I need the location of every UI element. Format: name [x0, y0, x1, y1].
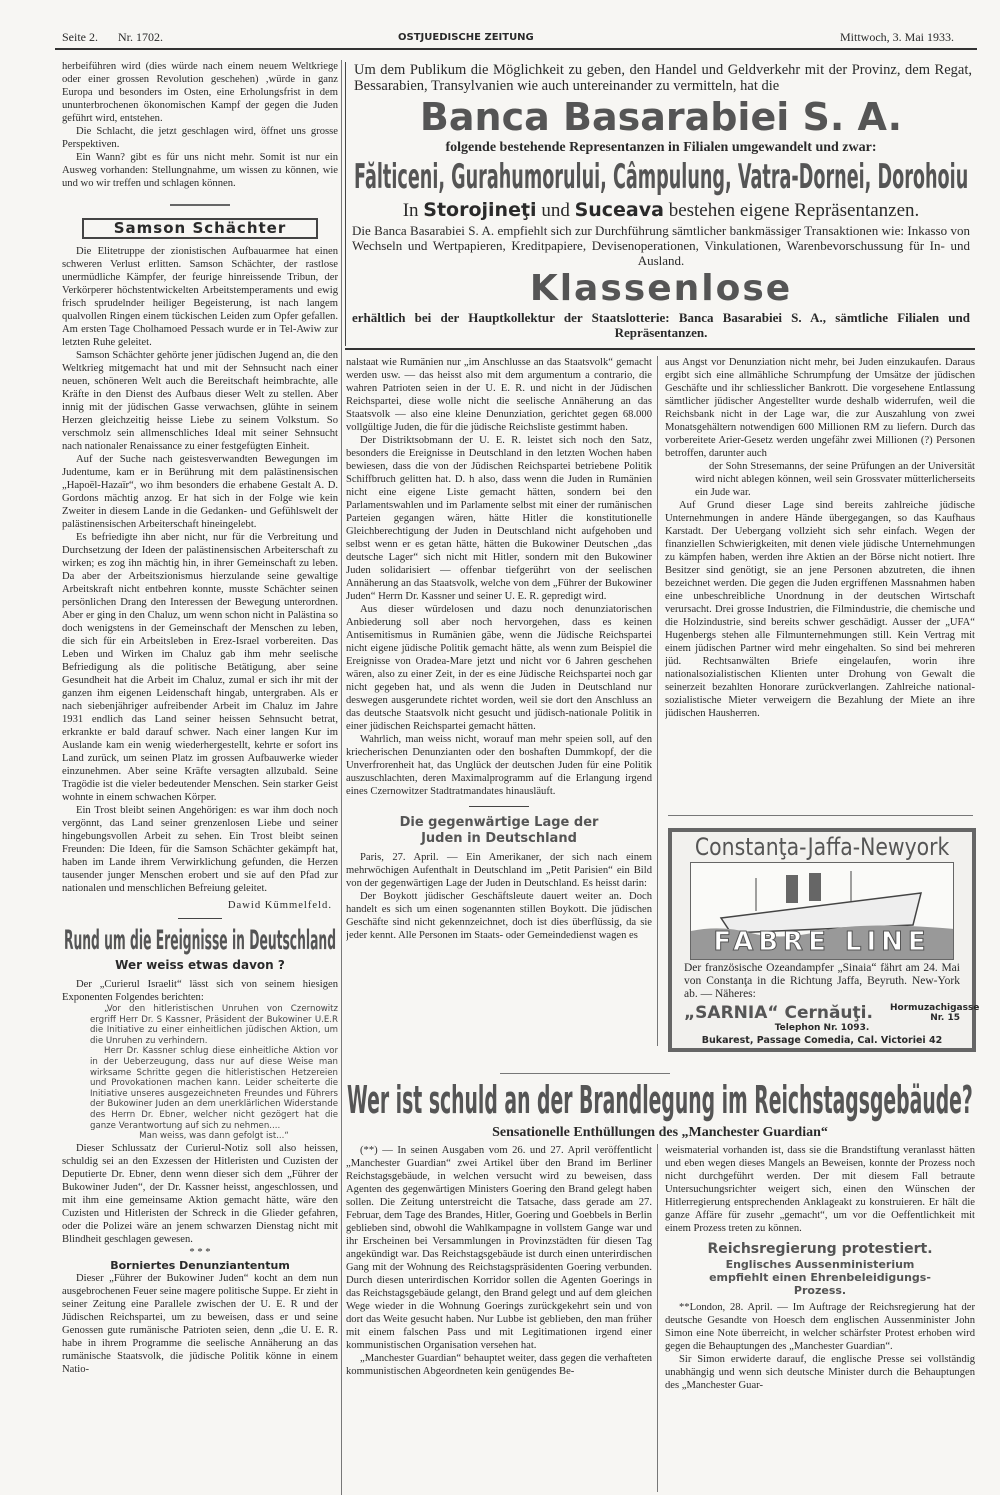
lottery-title: Klassenlose [529, 268, 793, 309]
paragraph: Die Schlacht, die jetzt geschlagen wird, öffnet uns grosse Perspektiven. [62, 126, 338, 150]
text: bestehen eigene Repräsentanzen. [668, 200, 920, 221]
lottery-text: erhältlich bei der Hauptkollektur der Staatslotterie: Banca Basarabiei S. A., sämtliche Filialen und Repräsentanzen. [352, 310, 970, 340]
paragraph: Die Elitetruppe der zionistischen Aufbauarmee hat einen schweren Verlust erlitten. Samson Schächter, der rastlose unermüdliche Kämpfer, der feurige hinreissende Tribun, der Verkörperer höchstentwickelten Arbeitstemperaments und ewig frisch sprudelnder heiliger Begeisterung, ist nach langem qualvollen Ringen einem tückischen Leiden zum Opfer gefallen. Am ersten Tage Cholhamoed Pessach wurde er in Tel-Awiw zur letzten Ruhe geleitet. [62, 246, 338, 348]
protest-headline: Reichsregierung protestiert. [707, 1241, 933, 1257]
lage-headline: Die gegenwärtige Lage der Juden in Deutschland [399, 815, 599, 846]
quote: Herr Dr. Kassner schlug diese einheitliche Aktion vor in der Ueberzeugung, dass nur auf diese Weise man wirksame Schritte gegen die hitleristischen Hetzereien und Provokationen machen kann. Leider scheiterte die Initiative unseres ausgezeichneten Freundes und Führers der Bukowiner Juden an dem unerklärlichen Widerstande des Herrn Dr. Ebner, welcher nicht gezögert hat die ganze Verantwortung auf sich zu nehmen.... [90, 1046, 338, 1131]
text: und [541, 200, 570, 221]
middle-column [346, 356, 652, 1046]
born-headline: Borniertes Denunziantentum [110, 1258, 290, 1272]
paragraph: nalstaat wie Rumänien nur „im Anschlusse an das Staatsvolk“ gemacht werden usw. — das heisst also mit dem argumentum a contrario, die wahren Patrioten seien in der U. E. R. und nicht in der Jüdischen Reichspartei, diese wolle nicht die seelische Annäherung an das Staatsvolk — also eine kleine Denunziation, gerichtet gegen 68.000 vollgültige Juden, die für die jüdische Reichsliste gestimmt haben. [346, 357, 652, 433]
agent-telephone: Telephon Nr. 1093. [774, 1023, 870, 1033]
paragraph: Paris, 27. April. — Ein Amerikaner, der sich nach einem mehrwöchigen Aufenthalt in Deutschland im „Petit Parisien“ ein Bild von der gegenwärtigen Lage der Juden in Deutschland. Es heisst darin: [346, 852, 652, 889]
fabre-line-logo: FABRE LINE [713, 927, 931, 957]
fabre-line-advertisement [668, 828, 980, 1052]
bucharest-address: Bukarest, Passage Comedia, Cal. Victoriei 42 [701, 1035, 943, 1046]
paragraph: Sir Simon erwiderte darauf, die englische Presse sei vollständig unabhängig und wenn sich deutsche Minister durch die Behauptungen des „Manchester Guar- [665, 1354, 975, 1391]
bottom-column-1 [346, 1144, 652, 1492]
bank-name: Banca Basarabiei S. A. [419, 95, 903, 139]
issue-date: Mittwoch, 3. Mai 1933. [840, 30, 954, 44]
paragraph: herbeiführen wird (dies würde nach einem neuem Weltkriege oder einer grossen Revolution geschehen) ,würde in ganz Europa und besonders im Osten, eine Erholungsfrist in dem ununterbrochenen ökonomischen Kampf der gegen die Juden geführt wird, entstehen. [62, 61, 338, 124]
paragraph: Samson Schächter gehörte jener jüdischen Jugend an, die den Weltkrieg mitgemacht hat und mit der Sehnsucht nach einer neuen, schöneren Welt auch die Bereitschaft heimbrachte, alle Kräfte in den Dienst des Aufbaus dieser Welt zu stellen. Aber innig mit der jüdischen Gasse verwachsen, glühte in seinem Herzen gleichzeitig heisse Liebe zu seinem Volkstum. So verschmolz sein allmenschliches Ideal mit seiner Sehnsucht nach nationaler Renaissance zu einer festgefügten Einheit. [62, 350, 338, 452]
paragraph: Ein Wann? gibt es für uns nicht mehr. Somit ist nur ein Ausweg vorhanden: Stellungnahme, um wissen zu können, wie und wo wir treffen und schlagen können. [62, 152, 338, 189]
bank-intro: Um dem Publikum die Möglichkeit zu geben, den Handel und Geldverkehr mit der Provinz, dem Regat, Bessarabien, Transylvanien wie auch untereinander zu vermitteln, hat die [354, 62, 972, 94]
city: Suceava [574, 199, 664, 221]
paragraph: „Manchester Guardian“ behauptet weiter, dass gegen die verhafteten kommunistischen Abgeordneten kein genügendes Be- [346, 1353, 652, 1377]
paragraph: Ein Trost bleibt seinen Angehörigen: es war ihm doch noch vergönnt, das Land seiner grenzenlosen Liebe und seiner hingebungsvollen Arbeit zu sehen. Ein Trost bleibt seinen Freunden: Die Ideen, für die Samson Schächter gekämpft hat, haben im Lande ihrem Verwirklichung gefunden, die Herzen tausender junger Menschen erobert und sie auf den Pfad zur nationalen und menschlichen Befreiung geleitet. [62, 805, 338, 894]
paragraph: Der Boykott jüdischer Geschäftsleute dauert weiter an. Doch handelt es sich um einen sogenannten stillen Boykott. Die jüdischen Geschäfte sind nicht gekennzeichnet, doch ist dies überflüssig, da sie jeder kennt. Alle Personen im Staats- oder Gemeindedienst wagen es [346, 891, 652, 941]
column-rule [657, 1144, 658, 1492]
paragraph: Aus dieser würdelosen und dazu noch denunziatorischen Anbiederung soll aber noch hervorgehen, dass es keinen Antisemitismus in Rumänien gäbe, wenn die Jüdische Reichspartei nicht eigene jüdische Politik gemacht hätte, als wenn zum Beispiel die Ereignisse von Oradea-Mare jetzt und nicht vor 6 Jahren geschehen wären, also zu einer Zeit, in der es eine Jüdische Reichspartei noch gar nicht gegeben hat, und als wenn die Juden in Deutschland nur deswegen ausgerundete richtet worden, weil sie dort den Anschluss an das deutsche Staatsvolk nicht gesucht und jüdisch-nationale Politik in einer jüdischen Reichspartei gemacht hätten. [346, 604, 652, 732]
masthead: OSTJUEDISCHE ZEITUNG [398, 32, 534, 43]
rund-subheadline: Wer weiss etwas davon ? [115, 958, 285, 972]
ad-rule [345, 348, 975, 350]
signature: Dawid Kümmelfeld. [227, 900, 332, 911]
bank-cities: Fălticeni, Gurahumorului, Câmpulung, Vatra-Dornei, Dorohoiu [354, 157, 969, 197]
column-rule [341, 60, 342, 1495]
paragraph: Der „Curierul Israelit“ lässt sich von seinem hiesigen Exponenten Folgendes berichten: [62, 979, 338, 1003]
paragraph: Auf Grund dieser Lage sind bereits zahlreiche jüdische Unternehmungen in andere Hände übergegangen, so das Kaufhaus Karstadt. Der Uebergang vollzieht sich sehr einfach. Wegen der finanziellen Schwierigkeiten, mit denen viele jüdische Unternehmungen zu kämpfen haben, werden ihre Aktien an der Börse nicht notiert. Ihre Besitzer sind genötigt, sie an jene Personen abzutreten, die ihnen bezeichnet werden. Die gegen die Juden ergriffenen Massnahmen haben eine unbeschreibliche Unordnung in der deutschen Wirtschaft verursacht. Drei grosse Industrien, die Filmindustrie, die chemische und die Holzindustrie, sind bereits schwer geschädigt. Ausser der „UFA“ Hugenbergs stehen alle Filmunternehmungen still. Kein Vertrag mit einem jüdischen Partner wird mehr eingehalten. So sind bei mehreren jüd. Rechtsanwälten Briefe eingelaufen, worin ihre nationalsozialistischen Klienten unter Drohung von Gewalt die seinerzeit bezahlten Honorare zurückverlangen. Zahlreiche national-sozialistische Mieter verweigern die Bezahlung der Miete an ihre jüdischen Hausherren. [665, 500, 975, 719]
paragraph: Es befriedigte ihn aber nicht, nur für die Verbreitung und Durchsetzung der Ideen der palästinensischen Arbeiterschaft zu wirken; es zog ihn mächtig hin, in ihrer Gemeinschaft zu leben. Da aber der Arbeitszionismus hierzulande seine gewaltige Arbeitskraft nicht entbehren konnte, musste Schächter seinen persönlichen Drang den Interessen der Bewegung unterordnen. Aber er ging in den Chaluz, um wenn schon nicht in Palästina so doch wenigstens in der Gemeinschaft der Menschen zu leben, die sich für ein Arbeitsleben in Erez-Israel vorbereiten. Das Leben und Wirken im Chaluz gab ihm mehr seelische Befriedigung als die politische Betätigung, aber seine Gesundheit hat die Arbeit im Chaluz, zumal er sich ihr mit der ganzen ihm eigenen Leidenschaft hingab, untergraben. Als er nach siebenjähriger aufreibender Arbeit im Chaluz im Jahre 1931 endlich das Land seiner heissen Sehnsucht betrat, erkrankte er bald darauf schwer. Nach einer langen Kur im Auslande kam ein wenig wiederhergestellt, kehrte er sofort ins Land zurück, um seinen Platz im grossen Aufbauwerke wieder einzunehmen. Aber seine Kräfte versagten allzubald. Seine Tragödie ist die vieler bedeutender Menschen. Sein starker Geist wohnte in einem schwachen Körper. [62, 532, 338, 803]
paragraph: aus Angst vor Denunziation nicht mehr, bei Juden einzukaufen. Daraus ergibt sich eine allmähliche Schrumpfung der Umsätze der jüdischen Geschäfte und ihr schliesslicher Bankrott. Die vorgesehene Entlassung sämtlicher jüdischer Angestellter wurde deshalb widerrufen, weil die Reichsbank nicht in der Lage war, die zur Auszahlung von zwei Monatsgehältern notwendigen 600 Millionen RM zu liefern. Durch das vorbereitete Arier-Gesetz werden ungefähr zwei Millionen (?) Personen betroffen, darunter auch [665, 357, 975, 459]
stars-divider: * * * [189, 1246, 211, 1258]
paragraph: Der Distriktsobmann der U. E. R. leistet sich noch den Satz, besonders die Ereignisse in Deutschland in den letzten Wochen haben bewiesen, dass die von der Jüdischen Reichspartei betriebene Politik Schiffbruch gelitten hat. D. h also, dass wenn die Juden in Rumänien nicht eine eigene Liste gemacht hätten, sondern bei den Parlamentswahlen und im Parlamente selbst mit einer der rumänischen Parteien gegangen wären, hätte Hitler die konstitutionelle Gleichberechtigung der Juden in Deutschland nicht aufgehoben und selbst wenn er es getan hätte, hätten die Bukowiner Deutschen „das deutsche Lager“ sich nicht mit Hitler, sondern mit den Bukowiner Juden solidarisiert — offenbar tiefgerührt von der seelischen Annäherung an das Staatsvolk, welche von dem „Führer der Bukowiner Juden“ Herrn Dr. Kassner und seiner U. E. R. gepredigt wird. [346, 435, 652, 602]
divider [170, 204, 230, 206]
ship-text: Der französische Ozeandampfer „Sinaia“ fährt am 24. Mai von Constanţa in die Richtung Jaffa, Beyruth. New-York ab. — Näheres: [684, 962, 960, 1000]
paragraph: der Sohn Stresemanns, der seine Prüfungen an der Universität wird nicht ablegen können, weil sein Grossvater mütterlicherseits ein Jude war. [695, 461, 975, 498]
header-rule [55, 48, 977, 50]
agent-name: „SARNIA“ Cernăuţi. [684, 1003, 873, 1023]
bottom-column-2 [665, 1144, 975, 1492]
bank-representations [346, 198, 976, 223]
ship-illustration [690, 862, 954, 960]
agent-address: Hormuzachigasse Nr. 15 [890, 1003, 980, 1023]
quote: Man weiss, was dann gefolgt ist...“ [139, 1131, 289, 1142]
paragraph: Auf der Suche nach geistesverwandten Bewegungen im Judentume, kam er in Berührung mit dem palästinensischen „Hapoël-Hazaïr“, wo ihm besonders die erhabene Gestalt A. D. Gordons mächtig anzog. Er hat sich in der Folge wie kein Zweiter in diesem Lande in die Gedanken- und Gefühlswelt der palästinensischen Arbeiterschaft hineingelebt. [62, 454, 338, 530]
bank-line2: folgende bestehende Representanzen in Filialen umgewandelt und zwar: [445, 140, 877, 155]
left-column [62, 60, 338, 1490]
page-number: Seite 2. [62, 30, 98, 44]
text: In [402, 200, 419, 221]
paragraph: Wahrlich, man weiss nicht, worauf man mehr speien soll, auf den kriecherischen Denunzianten oder den boshaften Dummkopf, der die Unverfrorenheit hat, das Unglück der deutschen Juden für eine Politik auszuschlachten, deren Maximalprogramm auf die Erlangung irgend eines Czernowitzer Stadtratmandates hinausläuft. [346, 734, 652, 797]
city: Storojineţi [423, 199, 537, 221]
right-column [665, 356, 975, 766]
divider [469, 806, 529, 807]
protest-subheadline: Englisches Aussenministerium empfiehlt einen Ehrenbeleidigungs-Prozess. [709, 1258, 931, 1297]
paragraph: Dieser „Führer der Bukowiner Juden“ kocht an dem nun ausgebrochenen Feuer seine magere politische Suppe. Er zieht in seiner Zeitung eine Parallele zwischen der U. E. R und der Jüdischen Reichspartei, um zu beweisen, dass er und seine Genossen gute rumänische Patrioten seien, denn „die U. E. R. habe in ihrem Programme die seelische Annäherung an das rumänische Staatsvolk, die jüdische Politik könne in einem Natio- [62, 1272, 338, 1375]
divider [500, 1073, 670, 1074]
paragraph: **London, 28. April. — Im Auftrage der Reichsregierung hat der deutsche Gesandte von Hoesch dem englischen Aussenminister John Simon eine Note überreicht, in welcher schärfster Protest erhoben wird gegen die Behauptungen des „Manchester Guardian“. [665, 1302, 975, 1352]
bank-advertisement [345, 62, 976, 346]
reichstag-headline: Wer ist schuld an der Brandlegung im Reichstagsgebäude? [347, 1078, 973, 1122]
agent-line [672, 1003, 980, 1023]
issue-number: Nr. 1702. [118, 30, 163, 44]
route-title: Constanţa-Jaffa-Newyork [694, 833, 950, 861]
paragraph: (**) — In seinen Ausgaben vom 26. und 27. April veröffentlicht „Manchester Guardian“ zwei Artikel über den Brand im Berliner Reichstagsgebäude, in welchen versucht wird zu beweisen, dass Agenten des gegenwärtigen Ministers Goering den Brand gelegt haben sollen. Die Zeitung unterstreicht die Tatsache, dass gerade am 27. Februar, dem Tage des Brandes, Hitler, Goering und Goebbels in Berlin geblieben sind, obwohl die Wahlkampagne in vollstem Gange war und ihr Erscheinen bei Versammlungen in Provinzstädten für diesen Tag angekündigt war. Das Reichstagsgebäude ist durch einen unterirdischen Gang mit der Wohnung des Reichstagspräsidenten Goering verbunden. Durch diesen unterirdischen Korridor sollen die Agenten Goerings in das Reichstagsgebäude gelangt, den Brand gelegt und auf dem gleichen Wege wieder in die Wohnung Goerings zurückgekehrt sein und von dort das Weite gesucht haben. Nur Lubbe ist geblieben, den man früher mit einem falschen Pass und mit Legitimationen irgend einer kommunistischen Organisation versehen hat. [346, 1145, 652, 1351]
rund-headline: Rund um die Ereignisse in Deutschland [64, 925, 337, 956]
paragraph: Dieser Schlussatz der Curierul-Notiz soll also heissen, schuldig sei an den Exzessen der Hitleristen und Cuzisten der Deputierte Dr. Ebner, denn wenn dieser sich dem „Führer der Bukowiner Juden“, der Dr. Kassner heisst, angeschlossen, und mit ihm eine gemeinsame Aktion gemacht hätte, wäre den Cuzisten und Hitleristen der Schreck in die Glieder gefahren, oder die Polizei wäre an jenem schwarzen Dienstag nicht mit Blindheit geschlagen gewesen. [62, 1142, 338, 1245]
paragraph: weismaterial vorhanden ist, dass sie die Brandstiftung veranlasst hätten und eben wegen dieses Mangels an Beweisen, konnte der Prozess noch nicht durchgeführt werden. Der mit diesem Fall betraute Untersuchungsrichter weigert sich, einen den Wünschen der Hitlerregierung entsprechenden Anklageakt zu konstruieren. Er hält die ganze Affäre für zusehr „gemacht“, um vor die Oeffentlichkeit mit einem Prozess treten zu können. [665, 1145, 975, 1234]
quote: „Vor den hitleristischen Unruhen von Czernowitz ergriff Herr Dr. S Kassner, Präsident der Bukowiner U.E.R die Initiative zu einer einheitlichen jüdischen Aktion, um die Unruhen zu verhindern. [90, 1004, 338, 1046]
column-rule [657, 356, 658, 1046]
divider [178, 918, 222, 919]
samson-headline: Samson Schächter [82, 218, 318, 239]
divider [668, 815, 973, 816]
reichstag-subheadline: Sensationelle Enthüllungen des „Manchester Guardian“ [492, 1125, 828, 1140]
bank-services: Die Banca Basarabiei S. A. empfiehlt sich zur Durchführung sämtlicher bankmässiger Transaktionen wie: Inkasso von Wechseln und Wertpapieren, Kreditpapiere, Devisenoperationen, Vinkulationen, Warenbevorschussung für In- und Ausland. [352, 223, 970, 268]
